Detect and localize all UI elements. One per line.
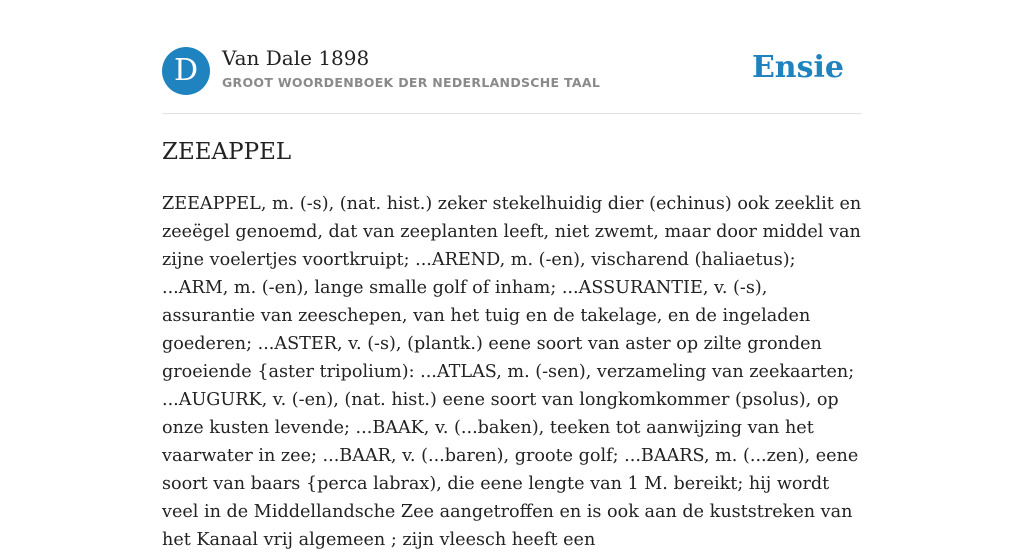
dictionary-header [162,46,862,96]
source-subtitle: GROOT WOORDENBOEK DER NEDERLANDSCHE TAAL [222,75,601,90]
source-title[interactable]: Van Dale 1898 [222,46,370,70]
header-divider [162,113,862,114]
entry-title: ZEEAPPEL [162,139,292,165]
ensie-logo[interactable]: Ensie [751,50,844,85]
dictionary-logo[interactable]: D [162,47,210,95]
entry-body: ZEEAPPEL, m. (-s), (nat. hist.) zeker stekelhuidig dier (echinus) ook zeeklit en zeeëgel genoemd, dat van zeeplanten leeft, niet zwemt, maar door middel van zijne voelertjes voortkruipt; ...AREND, m. (-en), vischarend (haliaetus); ...ARM, m. (-en), lange smalle golf of inham; ...ASSURANTIE, v. (-s), assurantie van zeeschepen, van het tuig en de takelage, en de ingeladen goederen; ...ASTER, v. (-s), (plantk.) eene soort van aster op zilte gronden groeiende {aster tripolium): ...ATLAS, m. (-sen), verzameling van zeekaarten; ...AUGURK, v. (-en), (nat. hist.) eene soort van longkomkommer (psolus), op onze kusten levende; ...BAAK, v. (...baken), teeken tot aanwijzing van het vaarwater in zee; ...BAAR, v. (...baren), groote golf; ...BAARS, m. (...zen), eene soort van baars {perca labrax), die eene lengte van 1 M. bereikt; hij wordt veel in de Middellandsche Zee aangetroffen en is ook aan de kuststreken van het Kanaal vrij algemeen ; zijn vleesch heeft een [162,194,862,550]
